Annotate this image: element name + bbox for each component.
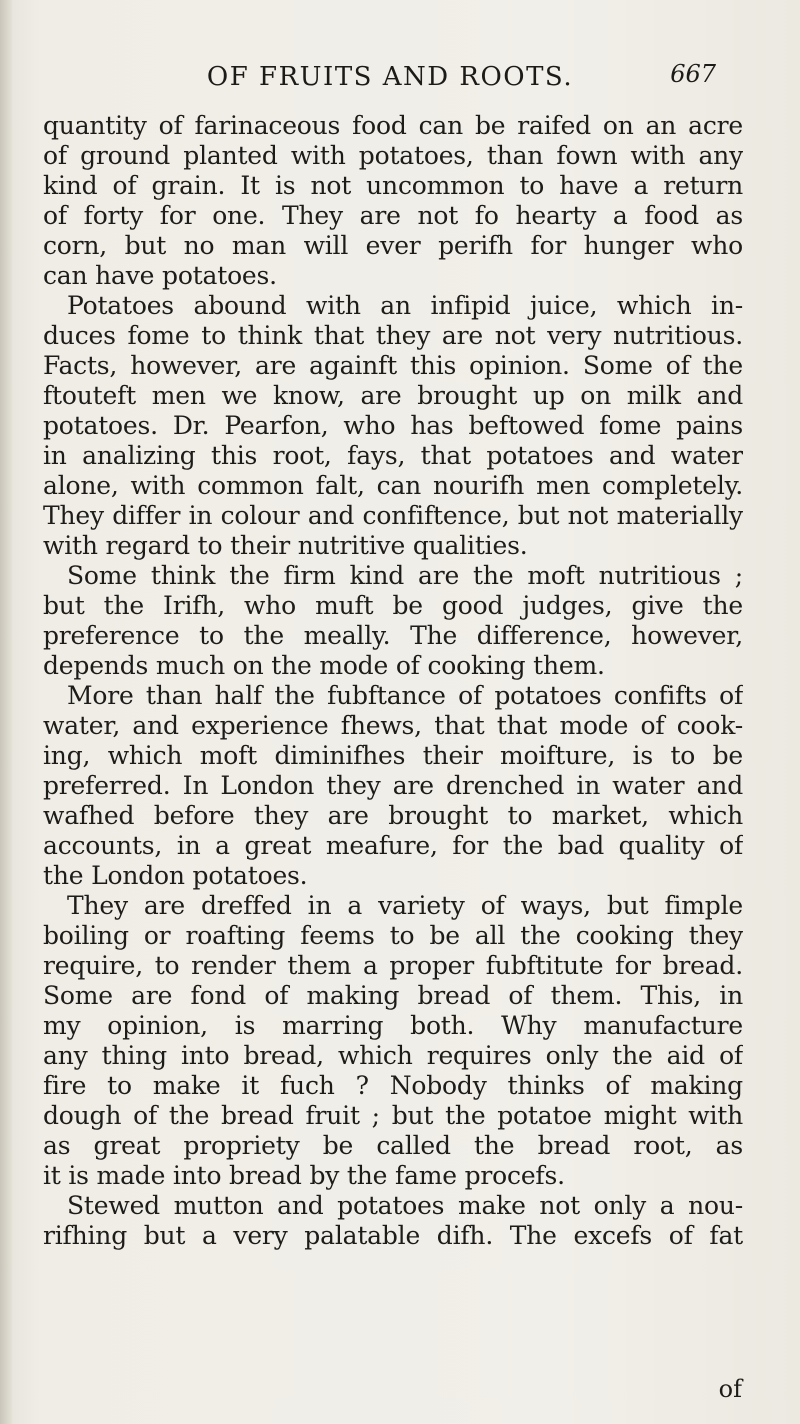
text-line: ing, which moft diminifhes their moifture, is to be: [43, 741, 743, 770]
text-line: quantity of farinaceous food can be raifed on an acre: [43, 111, 743, 140]
text-line: the London potatoes.: [43, 861, 308, 890]
text-line: water, and experience fhews, that that mode of cook-: [43, 711, 743, 740]
text-line: require, to render them a proper fubftitute for bread.: [43, 951, 743, 980]
running-head: OF FRUITS AND ROOTS.: [206, 62, 574, 92]
text-line: dough of the bread fruit ; but the potatoe might with: [43, 1101, 743, 1130]
text-line: it is made into bread by the fame procefs.: [43, 1161, 565, 1190]
text-line: any thing into bread, which requires only the aid of: [43, 1041, 743, 1070]
text-line: More than half the fubftance of potatoes confifts of: [67, 681, 743, 710]
page-header: [60, 60, 720, 100]
text-line: depends much on the mode of cooking them.: [43, 651, 605, 680]
text-line: preference to the meally. The difference, however,: [43, 621, 743, 650]
text-line: rifhing but a very palatable difh. The excefs of fat: [43, 1221, 743, 1250]
text-line: my opinion, is marring both. Why manufacture: [43, 1011, 743, 1040]
text-line: wafhed before they are brought to market, which: [43, 801, 743, 830]
text-line: as great propriety be called the bread root, as: [43, 1131, 743, 1160]
text-line: duces fome to think that they are not very nutritious.: [43, 321, 743, 350]
text-line: fire to make it fuch ? Nobody thinks of making: [43, 1071, 743, 1100]
text-line: Some are fond of making bread of them. This, in: [43, 981, 743, 1010]
text-line: Stewed mutton and potatoes make not only a nou-: [67, 1191, 743, 1220]
text-line: kind of grain. It is not uncommon to have a return: [43, 171, 743, 200]
body-text: [43, 111, 743, 1251]
text-line: of forty for one. They are not fo hearty a food as: [43, 201, 743, 230]
text-line: Some think the firm kind are the moft nutritious ;: [67, 561, 743, 590]
binding-edge: [0, 0, 12, 1424]
text-line: Facts, however, are againft this opinion. Some of the: [43, 351, 743, 380]
text-line: Potatoes abound with an infipid juice, which in-: [67, 291, 743, 320]
text-line: can have potatoes.: [43, 261, 277, 290]
text-line: preferred. In London they are drenched in water and: [43, 771, 743, 800]
text-line: accounts, in a great meafure, for the bad quality of: [43, 831, 743, 860]
text-line: They differ in colour and confiftence, but not materially: [43, 501, 743, 530]
text-line: of ground planted with potatoes, than fown with any: [43, 141, 743, 170]
text-line: potatoes. Dr. Pearfon, who has beftowed fome pains: [43, 411, 743, 440]
text-line: but the Irifh, who muft be good judges, give the: [43, 591, 743, 620]
text-line: They are dreffed in a variety of ways, but fimple: [67, 891, 743, 920]
text-line: boiling or roafting feems to be all the cooking they: [43, 921, 743, 950]
text-line: corn, but no man will ever perifh for hunger who: [43, 231, 743, 260]
text-line: with regard to their nutritive qualities.: [43, 531, 528, 560]
page-number: 667: [670, 60, 716, 88]
text-line: alone, with common falt, can nourifh men completely.: [43, 471, 743, 500]
text-line: ftouteft men we know, are brought up on milk and: [43, 381, 743, 410]
catchword: of: [718, 1375, 742, 1403]
text-line: in analizing this root, fays, that potatoes and water: [43, 441, 743, 470]
